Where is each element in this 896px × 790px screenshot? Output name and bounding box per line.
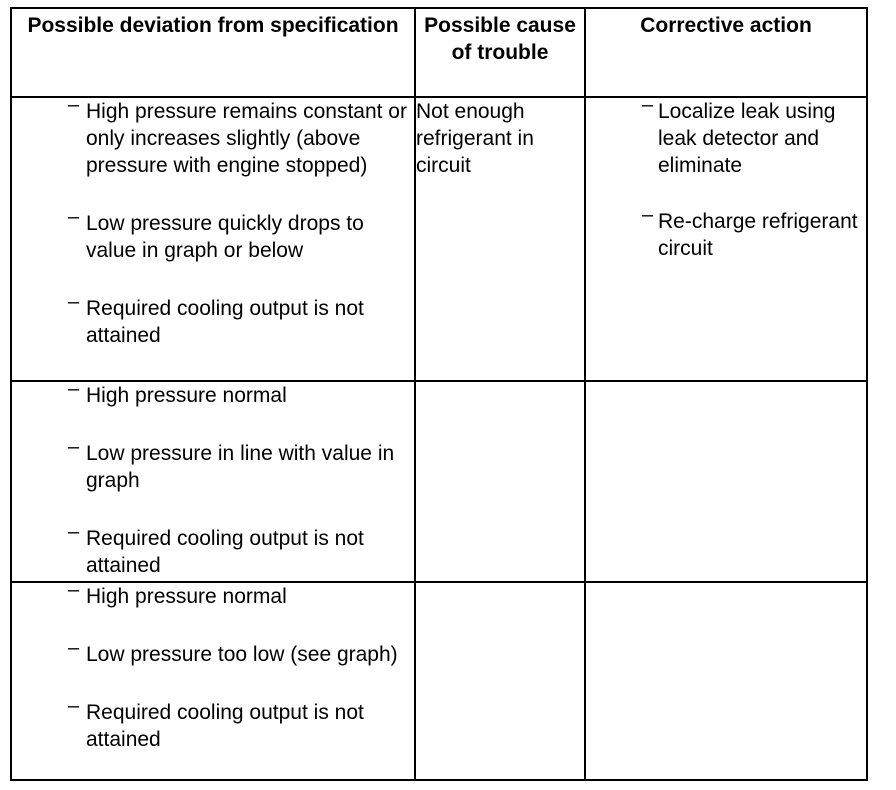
header-row: [11, 8, 867, 97]
dash-icon: –: [68, 637, 80, 659]
list-item: – High pressure normal: [68, 378, 287, 407]
dash-icon: –: [642, 94, 654, 116]
troubleshooting-table: [10, 7, 868, 781]
list-item: – Low pressure quickly drops to value in graph or below: [68, 206, 364, 262]
list-item: – Required cooling output is not attained: [68, 521, 364, 577]
header-deviation: Possible deviation from specification: [11, 8, 415, 97]
list-item: – Localize leak using leak detector and eliminate: [642, 94, 836, 177]
dash-icon: –: [68, 695, 80, 717]
list-item: – High pressure normal: [68, 579, 287, 608]
dash-icon: –: [68, 579, 80, 601]
list-item: – Low pressure in line with value in graph: [68, 436, 395, 492]
header-action: Corrective action: [585, 8, 867, 97]
table-row: [11, 381, 867, 582]
deviation-cell: [11, 94, 415, 381]
list-item: – Re-charge refrigerant circuit: [642, 204, 858, 260]
cause-cell: Not enough refrigerant in circuit: [415, 97, 585, 381]
action-cell: [585, 582, 867, 780]
cause-cell: [415, 582, 585, 780]
dash-icon: –: [68, 206, 80, 228]
list-item: – Required cooling output is not attained: [68, 291, 364, 347]
dash-icon: –: [68, 94, 80, 116]
list-item: – Required cooling output is not attained: [68, 695, 364, 751]
table-row: [11, 97, 867, 381]
list-item: – High pressure remains constant or only increases slightly (above pressure with engine stopped): [68, 94, 407, 177]
header-cause: Possible cause of trouble: [415, 8, 585, 97]
dash-icon: –: [68, 378, 80, 400]
deviation-cell: [11, 579, 415, 780]
dash-icon: –: [68, 436, 80, 458]
table-row: [11, 582, 867, 780]
dash-icon: –: [642, 204, 654, 226]
list-item: – Low pressure too low (see graph): [68, 637, 398, 666]
cause-cell: [415, 381, 585, 582]
dash-icon: –: [68, 521, 80, 543]
action-cell: [585, 94, 867, 381]
deviation-cell: [11, 378, 415, 582]
action-cell: [585, 381, 867, 582]
dash-icon: –: [68, 291, 80, 313]
